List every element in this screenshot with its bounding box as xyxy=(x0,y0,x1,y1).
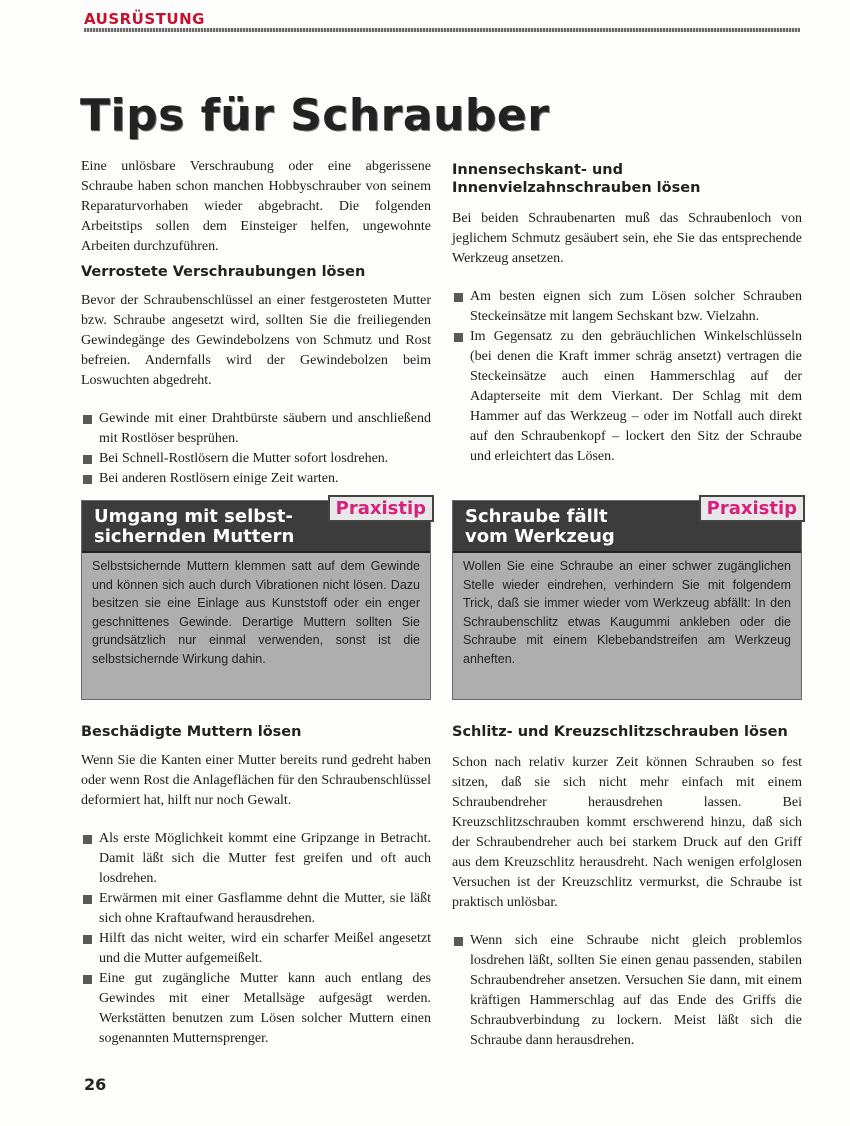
slotted-paragraph: Schon nach relativ kurzer Zeit können Schrauben so fest sitzen, daß sie sich nicht mehr einfach mit einem Schraubendreher herausdrehen lassen. Bei Kreuzschlitzschrauben kommt erschwerend hinzu, daß sich der Schraubendreher auch bei starkem Druck auf den Griff aus dem Kreuzschlitz herausdreht. Nach wenigen erfolglosen Versuchen ist der Kreuzschlitz vermurkst, die Schraube ist praktisch unlösbar. xyxy=(452,755,802,910)
rusted-section xyxy=(81,263,431,489)
rusted-paragraph: Bevor der Schraubenschlüssel an einer festgerosteten Mutter bzw. Schraube angesetzt wird, sollten Sie die freiliegenden Gewindegänge des Gewindebolzens von Schmutz und Rost befreien. Andernfalls wird der Gewindebolzen beim Loswuchten abgedreht. xyxy=(81,293,431,388)
damaged-heading: Beschädigte Muttern lösen xyxy=(81,724,302,740)
damaged-bullet: Erwärmen mit einer Gasflamme dehnt die Mutter, sie läßt sich ohne Kraftaufwand herausdrehen. xyxy=(81,889,431,929)
hexagon-paragraph: Bei beiden Schraubenarten muß das Schraubenloch von jeglichem Schmutz gesäubert sein, ehe Sie das entsprechende Werkzeug ansetzen. xyxy=(452,211,802,266)
rusted-bullet: Gewinde mit einer Drahtbürste säubern und anschließend mit Rostlöser besprühen. xyxy=(81,409,431,449)
slotted-bullet-list xyxy=(452,931,802,1051)
slotted-heading: Schlitz- und Kreuzschlitzschrauben lösen xyxy=(452,724,788,740)
tip-text: Selbstsichernde Muttern klemmen satt auf dem Gewinde und können sich auch durch Vibrationen nicht lösen. Dazu besitzen sie eine Einlage aus Kunststoff oder ein enger geschnittenes Gewinde. Derartige Muttern sollten Sie grundsätzlich nur einmal verwenden, sonst ist die selbstsichernde Wirkung dahin. xyxy=(92,559,420,666)
page-title: Tips für Schrauber xyxy=(80,90,550,141)
damaged-paragraph: Wenn Sie die Kanten einer Mutter bereits rund gedreht haben oder wenn Rost die Anlageflächen für den Schraubenschlüssel deformiert hat, hilft nur noch Gewalt. xyxy=(81,753,431,808)
hexagon-bullet: Am besten eignen sich zum Lösen solcher Schrauben Steckeinsätze mit langem Sechskant bzw. Vielzahn. xyxy=(452,287,802,327)
rusted-heading: Verrostete Verschraubungen lösen xyxy=(81,264,366,280)
slotted-bullet: Wenn sich eine Schraube nicht gleich problemlos losdrehen läßt, sollten Sie einen genau passenden, stabilen Schraubendreher ansetzen. Versuchen Sie dann, mit einem kräftigen Hammerschlag auf das Ende des Griffs die Schraubverbindung zu lockern. Meist läßt sich die Schraube dann herausdrehen. xyxy=(452,931,802,1051)
section-tag: AUSRÜSTUNG xyxy=(84,10,205,28)
damaged-section xyxy=(81,723,431,1049)
damaged-bullet: Eine gut zugängliche Mutter kann auch entlang des Gewindes mit einer Metallsäge aufgesägt werden. Werkstätten benutzen zum Lösen solcher Muttern einen sogenannten Mutternsprenger. xyxy=(81,969,431,1049)
rusted-bullet-list xyxy=(81,409,431,489)
page-number: 26 xyxy=(84,1075,107,1094)
tip-title: Schraube fällt vom Werkzeug xyxy=(465,506,615,547)
damaged-bullet: Hilft das nicht weiter, wird ein scharfer Meißel angesetzt und die Mutter aufgemeißelt. xyxy=(81,929,431,969)
rusted-bullet: Bei Schnell-Rostlösern die Mutter sofort losdrehen. xyxy=(81,449,431,469)
damaged-bullet-list xyxy=(81,829,431,1049)
hexagon-bullet-list xyxy=(452,287,802,467)
tip-box-self-locking-nuts xyxy=(81,500,431,700)
header-rule xyxy=(84,28,800,32)
hexagon-bullet: Im Gegensatz zu den gebräuchlichen Winkelschlüsseln (bei denen die Kraft immer schräg ansetzt) vertragen die Steckeinsätze auch einen Hammerschlag auf der Adapterseite mit dem Vierkant. Der Schlag mit dem Hammer auf das Werkzeug – oder im Notfall auch direkt auf den Schraubenkopf – lockert den Sitz der Schraube und erleichtert das Lösen. xyxy=(452,327,802,467)
slotted-section xyxy=(452,723,802,1051)
intro-paragraph: Eine unlösbare Verschraubung oder eine abgerissene Schraube haben schon manchen Hobbyschrauber von seinem Reparaturvorhaben wieder abgebracht. Die folgenden Arbeitstips sollen dem Einsteiger helfen, ungewohnte Arbeiten durchzuführen. xyxy=(81,159,431,254)
tip-box-screw-falls xyxy=(452,500,802,700)
praxistip-badge: Praxistip xyxy=(699,495,805,522)
praxistip-badge: Praxistip xyxy=(328,495,434,522)
hexagon-heading: Innensechskant- und Innenvielzahnschrauben lösen xyxy=(452,162,701,196)
tip-title: Umgang mit selbst- sichernden Muttern xyxy=(94,506,295,547)
intro-section xyxy=(81,157,431,257)
damaged-bullet: Als erste Möglichkeit kommt eine Gripzange in Betracht. Damit läßt sich die Mutter fest greifen und oft auch losdrehen. xyxy=(81,829,431,889)
hexagon-section xyxy=(452,161,802,467)
rusted-bullet: Bei anderen Rostlösern einige Zeit warten. xyxy=(81,469,431,489)
tip-text: Wollen Sie eine Schraube an einer schwer zugänglichen Stelle wieder eindrehen, verhindern Sie mit folgendem Trick, daß sie immer wieder vom Werkzeug abfällt: In den Schraubenschlitz etwas Kaugummi ankleben oder die Schraube mit einem Klebebandstreifen am Werkzeug anheften. xyxy=(463,559,791,666)
